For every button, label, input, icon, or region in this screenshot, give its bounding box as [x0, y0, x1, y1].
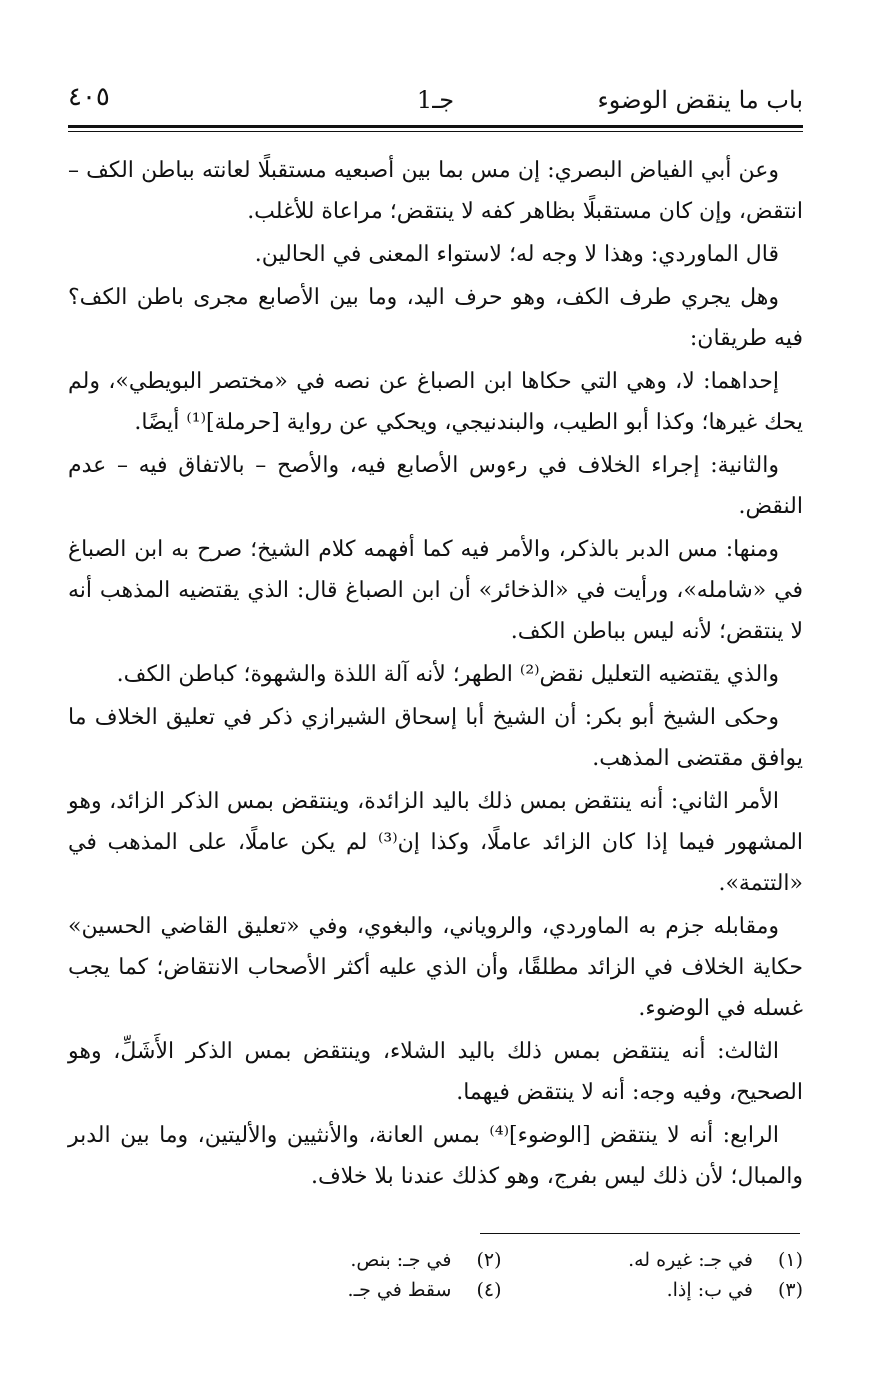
header-rule-thin	[68, 131, 803, 132]
paragraph: ومنها: مس الدبر بالذكر، والأمر فيه كما أفهمه كلام الشيخ؛ صرح به ابن الصباغ في «شامله»، ورأيت في «الذخائر» أن ابن الصباغ قال: الذي يقتضيه المذهب أنه لا ينتقض؛ لأنه ليس بباطن الكف.	[68, 537, 803, 644]
footnote-text: سقط في جـ.	[347, 1279, 452, 1301]
footnote-text: في جـ: غيره له.	[628, 1249, 753, 1271]
paragraph: ومقابله جزم به الماوردي، والروياني، والبغوي، وفي «تعليق القاضي الحسين» حكاية الخلاف في الزائد مطلقًا، وأن الذي عليه أكثر الأصحاب الانتقاض؛ كما يجب غسله في الوضوء.	[68, 914, 803, 1021]
footnote-number: (٢)	[476, 1249, 502, 1271]
footnote	[200, 1245, 502, 1275]
paragraph: قال الماوردي: وهذا لا وجه له؛ لاستواء المعنى في الحالين.	[254, 242, 779, 267]
footnote	[502, 1245, 804, 1275]
paragraph: وحكى الشيخ أبو بكر: أن الشيخ أبا إسحاق الشيرازي ذكر في تعليق الخلاف ما يوافق مقتضى المذهب.	[68, 705, 803, 771]
footnote-row	[200, 1245, 803, 1275]
paragraph: الثالث: أنه ينتقض بمس ذلك باليد الشلاء، وينتقض بمس الذكر الأَشَلِّ، وهو الصحيح، وفيه وجه: أنه لا ينتقض فيهما.	[68, 1039, 803, 1105]
footnote-row	[200, 1275, 803, 1305]
chapter-title: باب ما ينقض الوضوء	[597, 86, 803, 114]
running-header	[68, 82, 803, 124]
header-rule-thick	[68, 125, 803, 128]
footnote-text: في ب: إذا.	[666, 1279, 753, 1301]
paragraph: الرابع: أنه لا ينتقض [الوضوء]⁽⁴⁾ بمس العانة، والأنثيين والأليتين، وما بين الدبر والمبال؛ لأن ذلك ليس بفرج، وهو كذلك عندنا بلا خلاف.	[68, 1123, 803, 1189]
paragraph: وهل يجري طرف الكف، وهو حرف اليد، وما بين الأصابع مجرى باطن الكف؟ فيه طريقان:	[68, 285, 803, 351]
footnote-number: (٣)	[777, 1279, 803, 1301]
footnote-number: (٤)	[476, 1279, 502, 1301]
page-number: ٤٠٥	[68, 82, 110, 112]
paragraph: إحداهما: لا، وهي التي حكاها ابن الصباغ عن نصه في «مختصر البويطي»، ولم يحك غيرها؛ وكذا أبو الطيب، والبندنيجي، ويحكي عن رواية [حرملة]⁽¹⁾ أيضًا.	[68, 369, 803, 435]
main-text	[68, 150, 803, 1199]
paragraph: الأمر الثاني: أنه ينتقض بمس ذلك باليد الزائدة، وينتقض بمس الذكر الزائد، وهو المشهور فيما إذا كان الزائد عاملًا، وكذا إن⁽³⁾ لم يكن عاملًا، على المذهب في «التتمة».	[68, 789, 803, 896]
paragraph: والذي يقتضيه التعليل نقض⁽²⁾ الطهر؛ لأنه آلة اللذة والشهوة؛ كباطن الكف.	[116, 662, 779, 687]
footnote-number: (١)	[777, 1249, 803, 1271]
footnotes	[200, 1245, 803, 1305]
volume-label: جـ1	[416, 86, 455, 114]
paragraph: والثانية: إجراء الخلاف في رءوس الأصابع فيه، والأصح – بالاتفاق فيه – عدم النقض.	[68, 453, 803, 519]
paragraph: وعن أبي الفياض البصري: إن مس بما بين أصبعيه مستقبلًا لعانته بباطن الكف – انتقض، وإن كان مستقبلًا بظاهر كفه لا ينتقض؛ مراعاة للأغلب.	[68, 158, 803, 224]
footnote	[502, 1275, 804, 1305]
footnote-text: في جـ: بنص.	[350, 1249, 452, 1271]
footnote	[200, 1275, 502, 1305]
footnote-separator	[480, 1233, 800, 1234]
